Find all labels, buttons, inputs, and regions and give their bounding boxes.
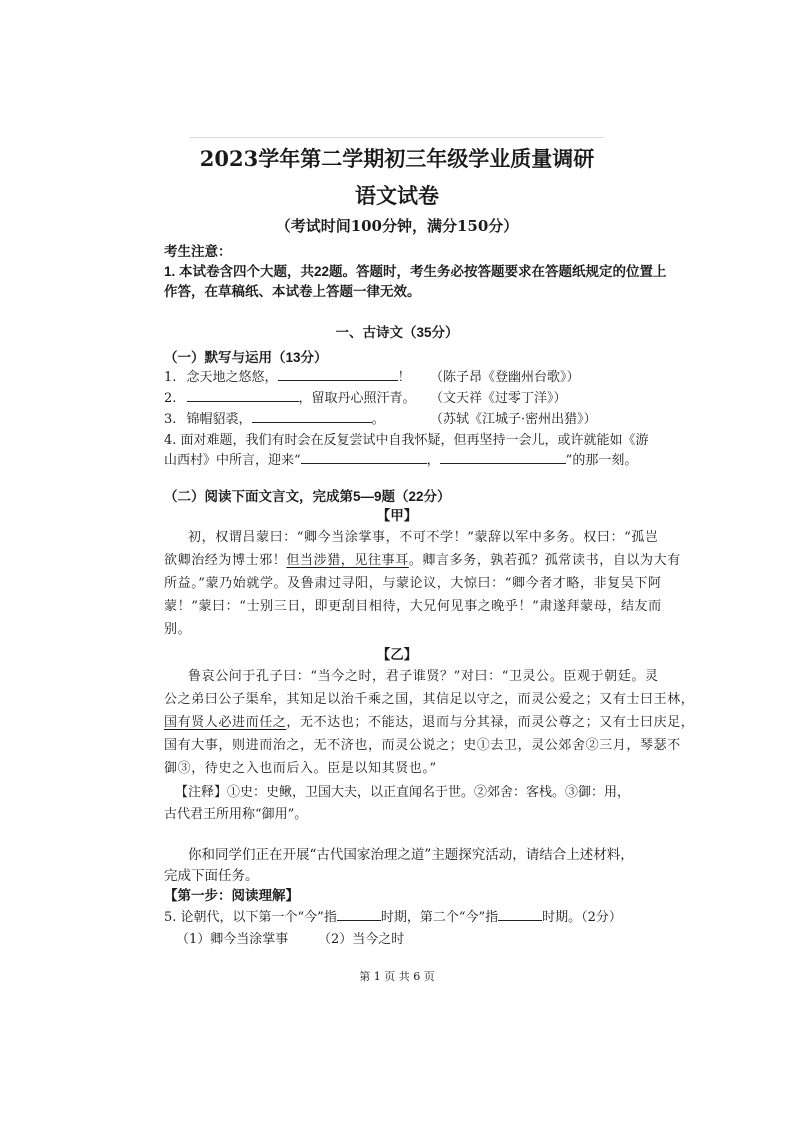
- question-4-line-2: [164, 449, 637, 468]
- page-footer: 第 1 页 共 6 页: [359, 970, 435, 983]
- question-text: 5. 论朝代，以下第一个“今”指: [164, 910, 337, 925]
- answer-blank[interactable]: [498, 908, 542, 921]
- question-number: 1.: [164, 370, 177, 385]
- question-text: 念天地之悠悠，: [186, 370, 278, 385]
- jia-line-1: 初，权谓吕蒙曰：“卿今当涂掌事，不可不学！”蒙辞以军中多务。权曰：“孤岂: [188, 530, 659, 545]
- answer-blank[interactable]: [337, 908, 381, 921]
- sec2-heading: （二）阅读下面文言文，完成第5—9题（22分）: [164, 489, 451, 504]
- question-5-option-1: （1）卿今当涂掌事: [176, 932, 289, 947]
- passage-text: 。卿言多务，孰若孤？孤常读书，自以为大有: [408, 553, 681, 568]
- question-text: 锦帽貂裘，: [186, 412, 252, 427]
- step-1-heading: 【第一步：阅读理解】: [164, 888, 299, 903]
- question-5: [164, 906, 622, 925]
- question-end: ！: [397, 370, 411, 385]
- question-number: 3.: [164, 412, 177, 427]
- notes-line-1: 【注释】①史：史鳅，卫国大夫，以正直闻名于世。②郊舍：客栈。③御：用，: [175, 785, 631, 800]
- question-text: ，留取丹心照汗青。: [298, 391, 416, 406]
- task-intro-2: 完成下面任务。: [164, 868, 259, 884]
- answer-blank[interactable]: [301, 451, 427, 464]
- time-note: （考试时间100分钟，满分150分）: [275, 217, 519, 235]
- question-4-line-1: 4. 面对难题，我们有时会在反复尝试中自我怀疑，但再坚持一会儿，或许就能如《游: [164, 433, 649, 448]
- question-text: ，: [426, 453, 440, 468]
- source-2: （文天祥《过零丁洋》）: [430, 391, 567, 406]
- question-text: 山西村》中所言，迎来“: [164, 453, 301, 468]
- question-text: ”的那一刻。: [565, 453, 638, 468]
- question-text: 时期。（2分）: [542, 910, 622, 925]
- notice-line-1: 1. 本试卷含四个大题，共22题。答题时，考生务必按答题要求在答题纸规定的位置上: [164, 264, 667, 279]
- jia-line-4: 蒙！”蒙曰：“士别三日，即更刮目相待，大兄何见事之晚乎！”肃遂拜蒙母，结友而: [164, 599, 662, 614]
- sec1-heading: （一）默写与运用（13分）: [164, 350, 328, 365]
- answer-blank[interactable]: [278, 368, 398, 381]
- yi-line-5: 御③，待史之入也而后入。臣是以知其贤也。”: [164, 761, 437, 776]
- notice-heading: 考生注意：: [164, 244, 232, 259]
- passage-yi-label: 【乙】: [376, 647, 418, 663]
- question-text: 时期，第二个“今”指: [380, 910, 499, 925]
- question-1: [164, 366, 411, 385]
- exam-title: 2023学年第二学期初三年级学业质量调研: [199, 146, 595, 171]
- passage-text: 欲卿治经为博士邪！: [164, 553, 287, 568]
- yi-line-4: 国有大事，则进而治之，无不济也，而灵公说之；史①去卫，灵公郊舍②三月，琴瑟不: [164, 738, 681, 753]
- task-intro-1: 你和同学们正在开展“古代国家治理之道”主题探究活动，请结合上述材料，: [188, 847, 634, 863]
- jia-line-5: 别。: [164, 622, 192, 637]
- top-divider: [190, 137, 604, 138]
- part1-heading: 一、古诗文（35分）: [335, 325, 459, 340]
- source-3: （苏轼《江城子·密州出猎》）: [430, 412, 597, 427]
- underlined-sentence: 国有贤人必进而任之: [164, 715, 287, 730]
- passage-jia-label: 【甲】: [376, 508, 418, 524]
- source-1: （陈子昂《登幽州台歌》）: [430, 370, 580, 385]
- underlined-sentence: 但当涉猎，见往事耳: [286, 553, 409, 568]
- answer-blank[interactable]: [252, 410, 372, 423]
- jia-line-3: 所益。”蒙乃始就学。及鲁肃过寻阳，与蒙论议，大惊曰：“卿今者才略，非复吴下阿: [164, 576, 662, 591]
- answer-blank[interactable]: [187, 389, 299, 402]
- question-2: [164, 387, 416, 406]
- question-end: 。: [371, 412, 385, 427]
- yi-line-2: 公之弟曰公子渠牟，其知足以治千乘之国，其信足以守之，而灵公爱之；又有士曰王林，: [164, 692, 695, 707]
- answer-blank[interactable]: [440, 451, 566, 464]
- notice-line-2: 作答，在草稿纸、本试卷上答题一律无效。: [164, 284, 421, 299]
- jia-line-2: [164, 549, 681, 568]
- subject-title: 语文试卷: [355, 183, 439, 208]
- yi-line-1: 鲁哀公问于孔子曰：“当今之时，君子谁贤？”对曰：“卫灵公。臣观于朝廷。灵: [188, 669, 659, 684]
- passage-text: ，无不达也；不能达，退而与分其禄，而灵公尊之；又有士曰庆足，: [286, 715, 695, 730]
- question-number: 2.: [164, 391, 177, 406]
- notes-line-2: 古代君王所用称“御用”。: [164, 807, 308, 822]
- yi-line-3: [164, 711, 694, 730]
- question-5-option-2: （2）当今之时: [318, 932, 405, 947]
- question-3: [164, 408, 385, 427]
